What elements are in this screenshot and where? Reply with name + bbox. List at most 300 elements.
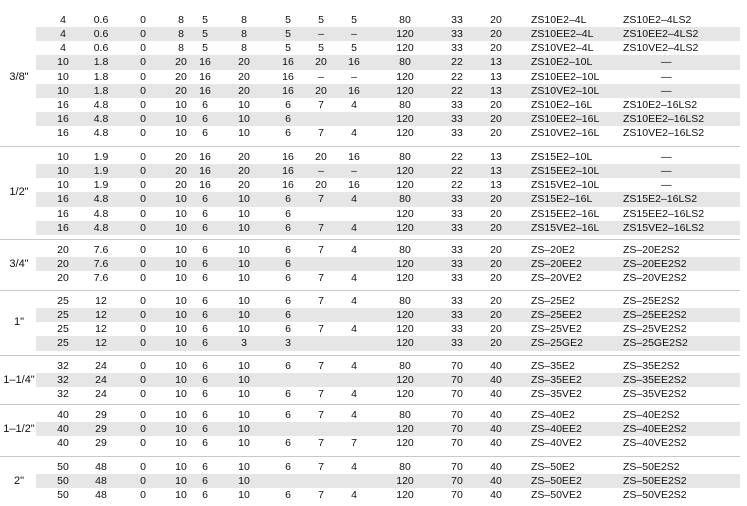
- table-cell: 6: [202, 193, 208, 206]
- table-cell: 33: [451, 323, 463, 336]
- table-cell: 20: [175, 151, 187, 163]
- table-row: [36, 98, 740, 112]
- table-cell: 16: [348, 151, 360, 163]
- table-cell: 50: [57, 461, 69, 473]
- table-cell: 6: [202, 295, 208, 307]
- model-cell: ZS–50EE2: [531, 475, 582, 488]
- table-cell: 10: [238, 309, 250, 322]
- table-cell: 20: [490, 221, 502, 234]
- size-group: [0, 294, 740, 351]
- model2-cell: ZS10VE2–16LS2: [623, 127, 705, 140]
- table-cell: 16: [348, 179, 360, 192]
- table-cell: 20: [490, 295, 502, 307]
- table-row: [36, 474, 740, 488]
- size-group: [0, 359, 740, 401]
- group-divider: [0, 290, 740, 291]
- table-cell: 6: [202, 309, 208, 322]
- model2-cell: ZS10EE2–16LS2: [623, 112, 705, 125]
- table-cell: 6: [202, 127, 208, 140]
- table-cell: 4: [351, 127, 357, 140]
- table-cell: 70: [451, 423, 463, 436]
- table-row: [36, 488, 740, 502]
- table-cell: 80: [399, 14, 411, 26]
- table-cell: 6: [285, 437, 291, 450]
- table-cell: 50: [57, 475, 69, 488]
- table-cell: 7: [318, 461, 324, 473]
- size-label: 1–1/2": [3, 423, 35, 436]
- model2-cell: ZS–50E2S2: [623, 461, 680, 473]
- table-cell: 5: [318, 42, 324, 55]
- table-cell: 25: [57, 337, 69, 350]
- table-cell: 6: [202, 437, 208, 450]
- table-cell: 70: [451, 437, 463, 450]
- table-cell: 120: [396, 337, 414, 350]
- model-cell: ZS–35EE2: [531, 374, 582, 387]
- table-cell: 10: [57, 179, 69, 192]
- table-row: [36, 271, 740, 285]
- table-cell: 8: [178, 42, 184, 55]
- table-cell: 40: [490, 423, 502, 436]
- table-cell: 6: [202, 388, 208, 401]
- table-cell: 20: [175, 56, 187, 69]
- table-cell: 16: [57, 193, 69, 206]
- table-cell: 16: [282, 56, 294, 69]
- model-cell: ZS15E2–16L: [531, 193, 593, 206]
- table-cell: 6: [285, 258, 291, 271]
- table-cell: 4: [351, 489, 357, 502]
- table-cell: 0: [140, 309, 146, 322]
- model2-cell: ZS15VE2–16LS2: [623, 221, 705, 234]
- size-group: [0, 150, 740, 235]
- table-cell: 4: [351, 388, 357, 401]
- model-cell: ZS10E2–10L: [531, 56, 593, 69]
- table-cell: 16: [282, 84, 294, 97]
- table-cell: 16: [199, 151, 211, 163]
- rows-box: [36, 359, 740, 401]
- group-divider: [0, 146, 740, 147]
- table-cell: 20: [490, 337, 502, 350]
- table-cell: 4: [351, 295, 357, 307]
- table-cell: 22: [451, 56, 463, 69]
- rows-box: [36, 408, 740, 450]
- table-cell: 13: [490, 165, 502, 178]
- table-cell: 7: [318, 409, 324, 421]
- table-cell: –: [318, 28, 324, 41]
- table-cell: 120: [396, 179, 414, 192]
- table-cell: 7: [318, 388, 324, 401]
- table-cell: 6: [202, 112, 208, 125]
- model-cell: ZS–35E2: [531, 360, 575, 372]
- group-divider: [0, 239, 740, 240]
- table-cell: 10: [175, 193, 187, 206]
- table-cell: 20: [490, 323, 502, 336]
- table-cell: 0.6: [93, 28, 109, 41]
- table-cell: 33: [451, 244, 463, 256]
- table-cell: 6: [285, 388, 291, 401]
- table-row: [36, 126, 740, 140]
- model-cell: ZS–20VE2: [531, 272, 582, 285]
- table-cell: 10: [238, 207, 250, 220]
- size-label: 1–1/4": [3, 374, 35, 387]
- model-cell: ZS10VE2–10L: [531, 84, 600, 97]
- table-cell: 7: [318, 244, 324, 256]
- table-cell: 0: [140, 295, 146, 307]
- table-cell: 7: [318, 489, 324, 502]
- table-cell: 0: [140, 437, 146, 450]
- table-cell: 4: [60, 42, 66, 55]
- table-cell: 33: [451, 98, 463, 111]
- table-row: [36, 422, 740, 436]
- model-cell: ZS–25E2: [531, 295, 575, 307]
- table-cell: 16: [348, 56, 360, 69]
- table-cell: 10: [57, 70, 69, 83]
- table-cell: 32: [57, 360, 69, 372]
- table-cell: 120: [396, 489, 414, 502]
- table-cell: 20: [490, 28, 502, 41]
- size-column: [2, 150, 36, 235]
- table-row: [36, 13, 740, 27]
- table-cell: 6: [202, 244, 208, 256]
- table-cell: 10: [238, 489, 250, 502]
- table-cell: 16: [199, 70, 211, 83]
- table-cell: 0: [140, 151, 146, 163]
- table-cell: 40: [57, 437, 69, 450]
- model-cell: ZS15VE2–16L: [531, 221, 600, 234]
- table-cell: 5: [318, 14, 324, 26]
- table-cell: 22: [451, 151, 463, 163]
- table-cell: –: [318, 165, 324, 178]
- table-cell: 13: [490, 84, 502, 97]
- table-cell: 16: [199, 179, 211, 192]
- table-cell: 33: [451, 14, 463, 26]
- table-cell: 40: [490, 374, 502, 387]
- table-cell: 33: [451, 272, 463, 285]
- table-cell: 70: [451, 461, 463, 473]
- table-row: [36, 207, 740, 221]
- table-cell: 10: [238, 295, 250, 307]
- size-column: [2, 294, 36, 351]
- table-cell: 10: [175, 489, 187, 502]
- table-cell: 70: [451, 388, 463, 401]
- table-cell: 6: [285, 244, 291, 256]
- table-cell: 6: [202, 409, 208, 421]
- table-row: [36, 322, 740, 336]
- table-cell: 33: [451, 221, 463, 234]
- table-cell: 6: [285, 489, 291, 502]
- group-divider: [0, 404, 740, 405]
- table-cell: 20: [175, 165, 187, 178]
- size-group: [0, 460, 740, 502]
- table-row: [36, 221, 740, 235]
- table-cell: 16: [348, 84, 360, 97]
- model2-cell: ZS–40EE2S2: [623, 423, 687, 436]
- table-cell: 4: [351, 98, 357, 111]
- table-cell: 20: [238, 165, 250, 178]
- table-cell: 20: [238, 70, 250, 83]
- model2-cell: —: [661, 84, 672, 97]
- table-cell: 6: [285, 272, 291, 285]
- table-cell: 70: [451, 360, 463, 372]
- table-cell: 4: [351, 193, 357, 206]
- size-column: [2, 408, 36, 450]
- model2-cell: ZS–40E2S2: [623, 409, 680, 421]
- table-cell: 6: [202, 272, 208, 285]
- table-cell: 20: [315, 179, 327, 192]
- table-cell: 0: [140, 475, 146, 488]
- table-cell: 0: [140, 388, 146, 401]
- table-cell: 10: [238, 98, 250, 111]
- table-cell: 10: [238, 437, 250, 450]
- table-cell: 4: [60, 14, 66, 26]
- table-cell: 10: [175, 409, 187, 421]
- table-cell: 0: [140, 193, 146, 206]
- table-cell: 12: [95, 323, 107, 336]
- table-cell: 80: [399, 244, 411, 256]
- table-cell: 10: [238, 461, 250, 473]
- table-row: [36, 55, 740, 69]
- model2-cell: —: [661, 165, 672, 178]
- table-row: [36, 112, 740, 126]
- table-cell: 40: [57, 409, 69, 421]
- table-cell: 7.6: [93, 244, 109, 256]
- table-cell: 10: [175, 112, 187, 125]
- table-cell: 10: [175, 127, 187, 140]
- table-cell: 10: [175, 272, 187, 285]
- table-cell: 10: [238, 193, 250, 206]
- table-cell: 6: [285, 360, 291, 372]
- table-row: [36, 308, 740, 322]
- table-cell: 33: [451, 42, 463, 55]
- table-cell: 16: [199, 84, 211, 97]
- table-cell: 10: [57, 56, 69, 69]
- table-cell: 4: [351, 244, 357, 256]
- table-cell: 120: [396, 423, 414, 436]
- table-cell: 20: [490, 309, 502, 322]
- table-cell: 70: [451, 489, 463, 502]
- table-cell: 20: [490, 258, 502, 271]
- table-cell: 6: [202, 221, 208, 234]
- table-cell: 20: [238, 84, 250, 97]
- table-cell: 1.8: [93, 56, 109, 69]
- table-cell: 7: [318, 295, 324, 307]
- table-cell: 10: [238, 221, 250, 234]
- model-cell: ZS–40EE2: [531, 423, 582, 436]
- table-cell: –: [318, 70, 324, 83]
- table-cell: –: [351, 28, 357, 41]
- table-cell: 120: [396, 84, 414, 97]
- table-cell: 70: [451, 409, 463, 421]
- table-cell: 22: [451, 165, 463, 178]
- table-cell: 0: [140, 165, 146, 178]
- table-row: [36, 460, 740, 474]
- table-cell: 33: [451, 337, 463, 350]
- table-cell: 1.8: [93, 84, 109, 97]
- table-cell: 20: [490, 98, 502, 111]
- model-cell: ZS10VE2–4L: [531, 42, 594, 55]
- size-label: 1/2": [9, 186, 29, 199]
- table-cell: 20: [175, 70, 187, 83]
- model-cell: ZS10EE2–4L: [531, 28, 594, 41]
- table-cell: 0.6: [93, 14, 109, 26]
- table-row: [36, 257, 740, 271]
- model2-cell: ZS–35VE2S2: [623, 388, 687, 401]
- table-cell: 10: [57, 84, 69, 97]
- table-cell: 4.8: [93, 193, 109, 206]
- table-cell: 33: [451, 193, 463, 206]
- table-cell: 10: [175, 360, 187, 372]
- table-cell: 10: [238, 475, 250, 488]
- table-cell: 40: [490, 461, 502, 473]
- table-cell: 120: [396, 70, 414, 83]
- table-cell: 10: [57, 151, 69, 163]
- size-column: [2, 359, 36, 401]
- model-cell: ZS15EE2–10L: [531, 165, 600, 178]
- table-cell: 20: [490, 193, 502, 206]
- table-cell: 22: [451, 70, 463, 83]
- table-cell: 120: [396, 388, 414, 401]
- table-cell: 6: [202, 207, 208, 220]
- table-cell: 0: [140, 221, 146, 234]
- table-cell: 16: [57, 112, 69, 125]
- table-cell: 13: [490, 179, 502, 192]
- table-cell: 10: [238, 388, 250, 401]
- table-cell: 6: [202, 258, 208, 271]
- model2-cell: —: [661, 70, 672, 83]
- model-cell: ZS10EE2–10L: [531, 70, 600, 83]
- table-cell: 4.8: [93, 112, 109, 125]
- table-cell: 4.8: [93, 207, 109, 220]
- table-cell: 80: [399, 461, 411, 473]
- table-cell: 10: [175, 258, 187, 271]
- table-cell: 4.8: [93, 221, 109, 234]
- table-cell: 22: [451, 179, 463, 192]
- table-cell: 10: [175, 295, 187, 307]
- table-row: [36, 70, 740, 84]
- model2-cell: ZS–25EE2S2: [623, 309, 687, 322]
- model-cell: ZS–25VE2: [531, 323, 582, 336]
- table-cell: 6: [202, 423, 208, 436]
- table-cell: 0: [140, 28, 146, 41]
- table-cell: 5: [202, 42, 208, 55]
- model2-cell: ZS–20E2S2: [623, 244, 680, 256]
- table-cell: 0: [140, 360, 146, 372]
- table-cell: 29: [95, 437, 107, 450]
- table-cell: 20: [315, 84, 327, 97]
- table-row: [36, 84, 740, 98]
- table-cell: 0: [140, 127, 146, 140]
- size-group: [0, 243, 740, 285]
- table-cell: 1.9: [93, 165, 109, 178]
- table-cell: 20: [315, 151, 327, 163]
- table-cell: 5: [285, 14, 291, 26]
- table-cell: 7: [351, 437, 357, 450]
- model2-cell: ZS10E2–16LS2: [623, 98, 698, 111]
- table-cell: 20: [490, 244, 502, 256]
- table-cell: 16: [199, 165, 211, 178]
- table-cell: 0: [140, 489, 146, 502]
- table-row: [36, 408, 740, 422]
- table-cell: 6: [202, 374, 208, 387]
- model-cell: ZS–40E2: [531, 409, 575, 421]
- model2-cell: ZS–35EE2S2: [623, 374, 687, 387]
- table-cell: 48: [95, 461, 107, 473]
- table-cell: 10: [175, 337, 187, 350]
- table-cell: 33: [451, 207, 463, 220]
- table-cell: 10: [175, 374, 187, 387]
- table-cell: 6: [285, 112, 291, 125]
- table-cell: 0: [140, 42, 146, 55]
- table-cell: 7.6: [93, 258, 109, 271]
- table-cell: –: [351, 165, 357, 178]
- model-cell: ZS–25EE2: [531, 309, 582, 322]
- table-cell: 7.6: [93, 272, 109, 285]
- table-cell: 8: [241, 42, 247, 55]
- table-cell: 10: [175, 475, 187, 488]
- table-cell: 16: [282, 179, 294, 192]
- table-cell: 10: [175, 207, 187, 220]
- table-cell: 20: [238, 56, 250, 69]
- table-cell: 7: [318, 323, 324, 336]
- table-cell: 0: [140, 70, 146, 83]
- table-cell: 0: [140, 258, 146, 271]
- table-cell: 7: [318, 272, 324, 285]
- table-cell: 4: [351, 461, 357, 473]
- table-cell: 12: [95, 295, 107, 307]
- size-column: [2, 243, 36, 285]
- table-cell: 33: [451, 127, 463, 140]
- table-cell: 8: [241, 14, 247, 26]
- table-cell: 5: [202, 28, 208, 41]
- table-cell: 120: [396, 272, 414, 285]
- model2-cell: ZS–40VE2S2: [623, 437, 687, 450]
- table-cell: 20: [490, 207, 502, 220]
- table-cell: 16: [57, 207, 69, 220]
- table-cell: 6: [202, 323, 208, 336]
- model-cell: ZS15EE2–16L: [531, 207, 600, 220]
- table-cell: 6: [285, 193, 291, 206]
- table-cell: 10: [175, 323, 187, 336]
- table-cell: 10: [175, 388, 187, 401]
- table-cell: 0: [140, 323, 146, 336]
- table-cell: 40: [490, 489, 502, 502]
- table-cell: 120: [396, 221, 414, 234]
- table-cell: 5: [285, 42, 291, 55]
- model-cell: ZS–35VE2: [531, 388, 582, 401]
- table-cell: 5: [351, 14, 357, 26]
- table-row: [36, 294, 740, 308]
- table-cell: 20: [238, 179, 250, 192]
- table-row: [36, 27, 740, 41]
- table-cell: 6: [285, 221, 291, 234]
- table-cell: 16: [57, 221, 69, 234]
- size-column: [2, 460, 36, 502]
- table-cell: 13: [490, 151, 502, 163]
- table-cell: 32: [57, 388, 69, 401]
- table-cell: 20: [57, 258, 69, 271]
- table-cell: 10: [175, 437, 187, 450]
- group-divider: [0, 355, 740, 356]
- table-cell: 0: [140, 461, 146, 473]
- table-cell: 10: [175, 221, 187, 234]
- table-cell: 0: [140, 56, 146, 69]
- table-cell: 6: [285, 207, 291, 220]
- table-cell: 20: [490, 112, 502, 125]
- table-cell: 1.9: [93, 151, 109, 163]
- table-cell: 120: [396, 374, 414, 387]
- table-row: [36, 164, 740, 178]
- table-cell: 24: [95, 374, 107, 387]
- table-cell: 20: [490, 42, 502, 55]
